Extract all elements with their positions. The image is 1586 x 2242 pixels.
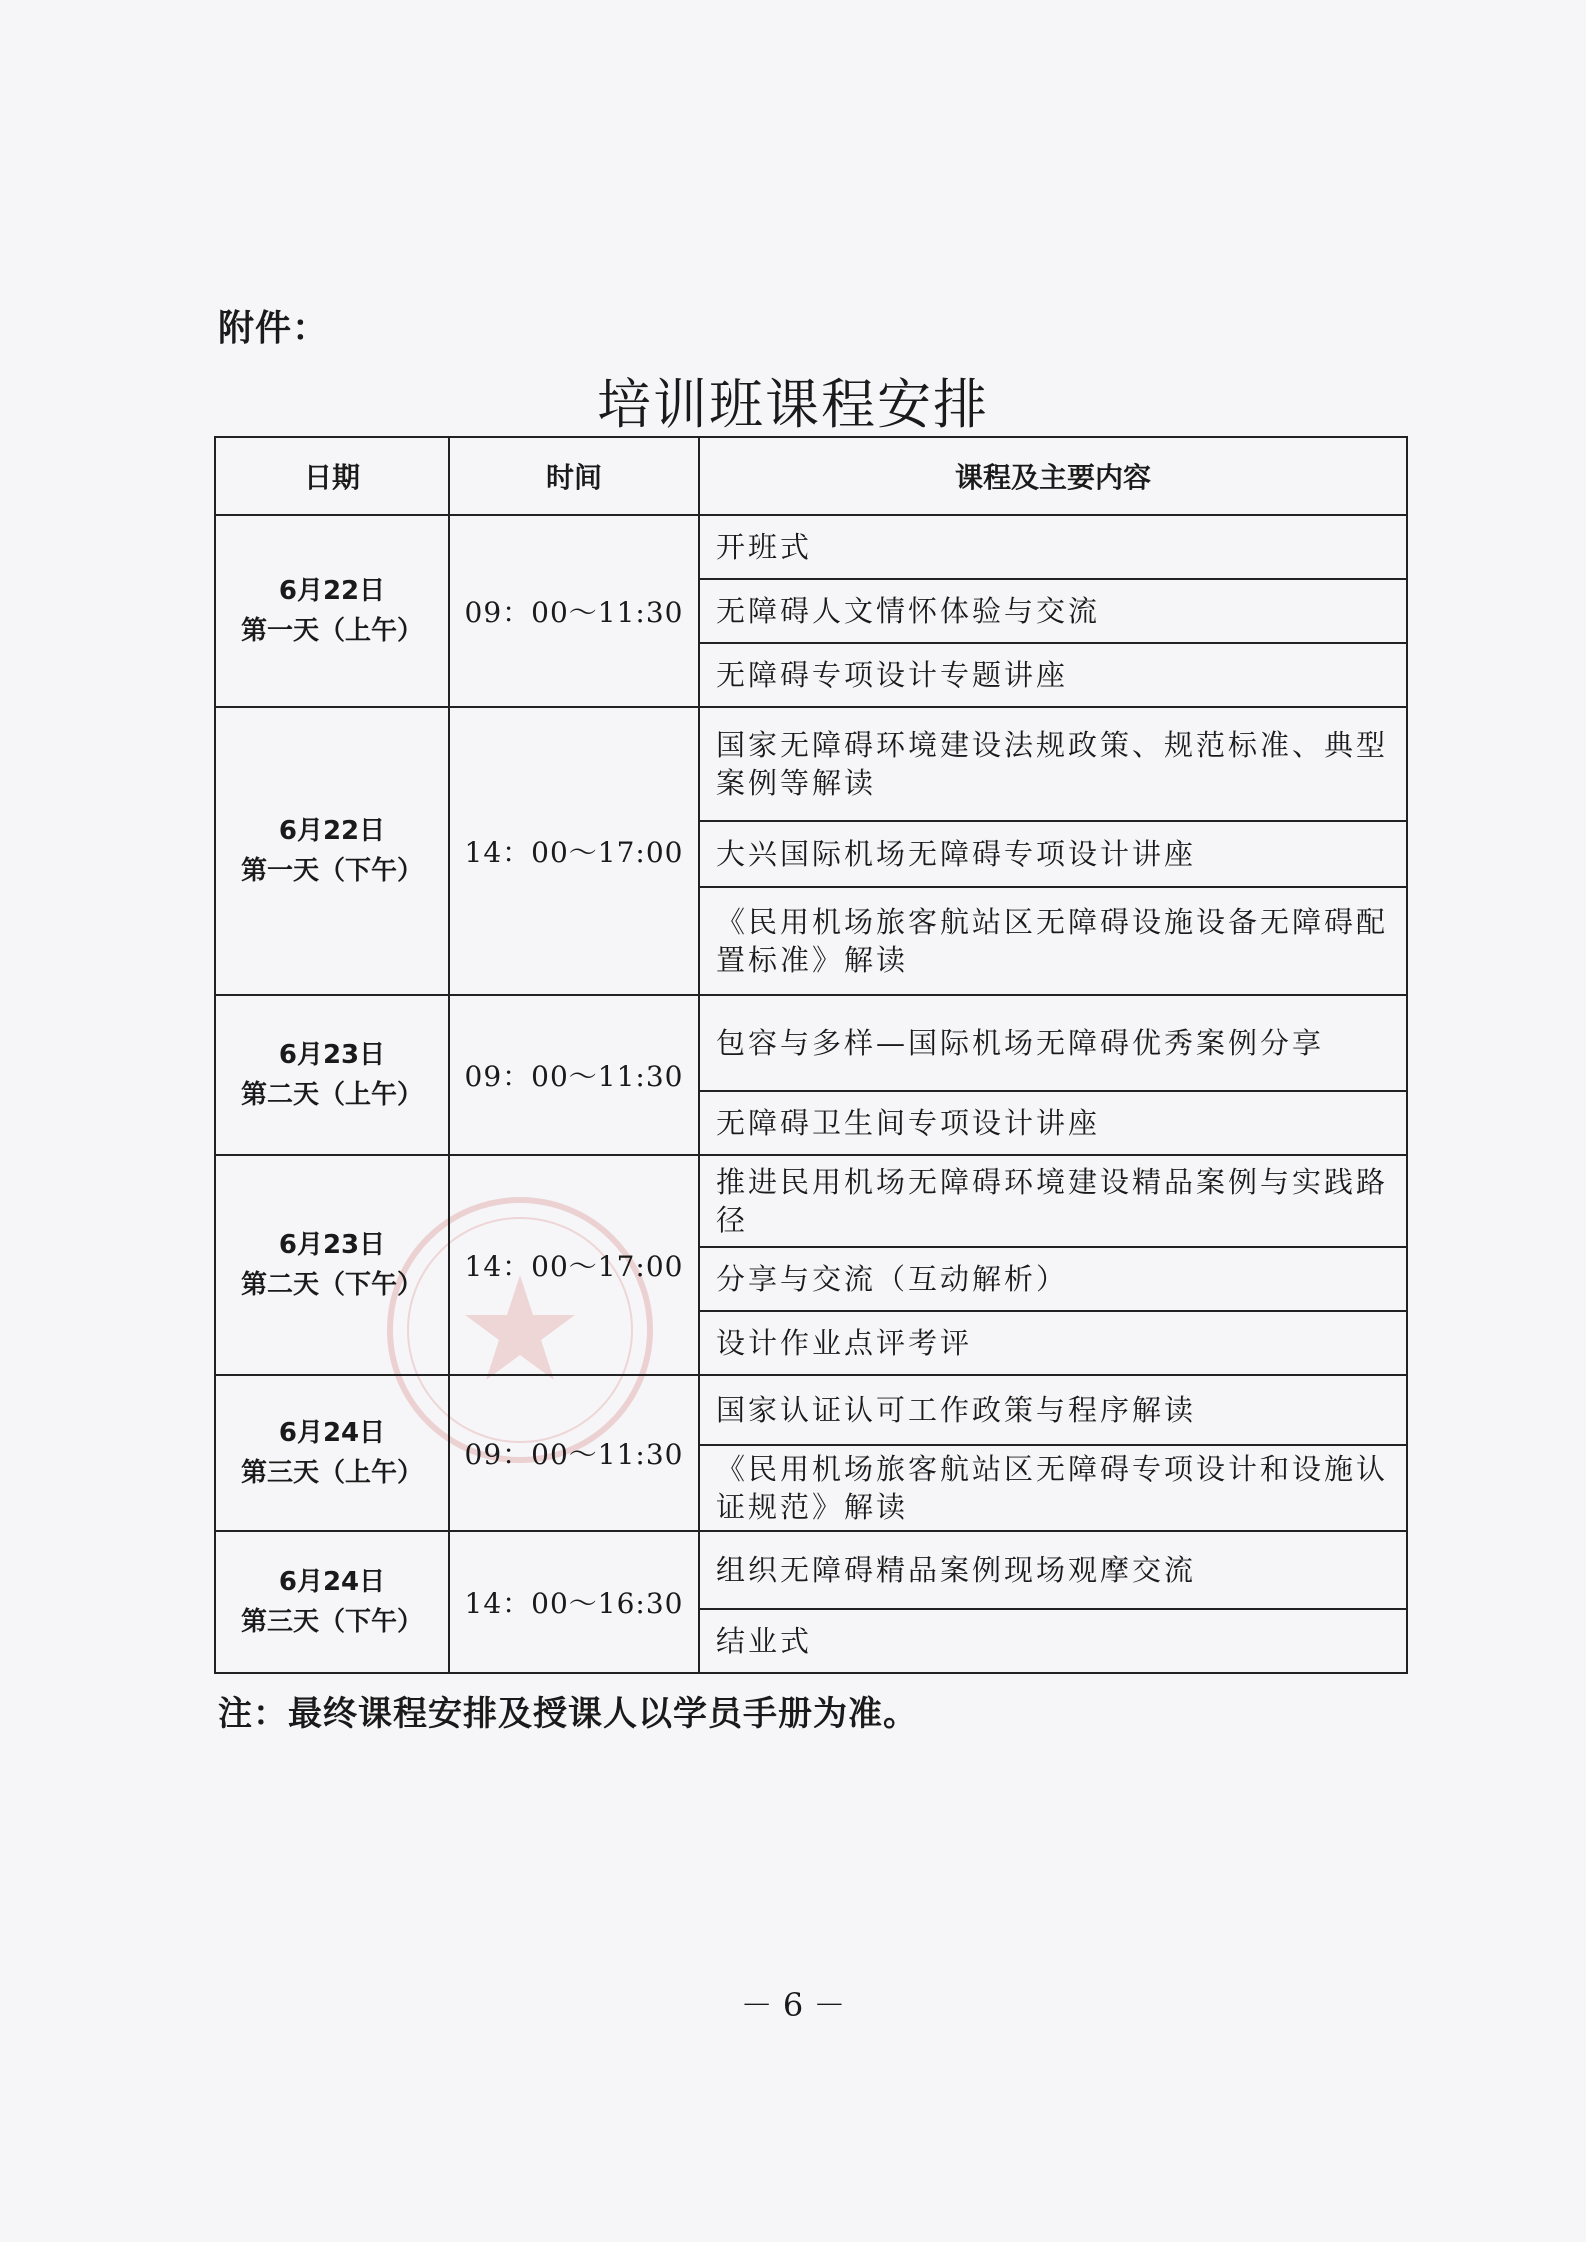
table-row — [215, 1155, 1407, 1247]
table-row — [215, 995, 1407, 1091]
session-day: 第三天（上午） — [240, 1458, 423, 1488]
session-time: 14：00～17:00 — [449, 707, 699, 995]
schedule-table — [214, 436, 1408, 1674]
session-time: 09：00～11:30 — [449, 995, 699, 1155]
page-title: 培训班课程安排 — [597, 373, 989, 436]
session-date: 6月23日 — [278, 1040, 386, 1070]
course-item: 包容与多样—国际机场无障碍优秀案例分享 — [699, 995, 1407, 1091]
course-item: 结业式 — [699, 1609, 1407, 1673]
course-item: 开班式 — [699, 515, 1407, 579]
session-date: 6月22日 — [278, 816, 386, 846]
footnote: 注：最终课程安排及授课人以学员手册为准。 — [218, 1694, 918, 1734]
page-number: － 6 － — [740, 1986, 846, 2024]
session-time: 14：00～16:30 — [449, 1531, 699, 1673]
course-item: 《民用机场旅客航站区无障碍专项设计和设施认证规范》解读 — [699, 1445, 1407, 1531]
table-row — [215, 707, 1407, 821]
course-item: 组织无障碍精品案例现场观摩交流 — [699, 1531, 1407, 1609]
table-row — [215, 515, 1407, 579]
session-day: 第二天（上午） — [240, 1080, 423, 1110]
course-item: 设计作业点评考评 — [699, 1311, 1407, 1375]
header-content: 课程及主要内容 — [699, 437, 1407, 515]
session-day: 第三天（下午） — [240, 1607, 423, 1637]
course-item: 国家无障碍环境建设法规政策、规范标准、典型案例等解读 — [699, 707, 1407, 821]
course-item: 《民用机场旅客航站区无障碍设施设备无障碍配置标准》解读 — [699, 887, 1407, 995]
session-date: 6月23日 — [278, 1230, 386, 1260]
session-date: 6月24日 — [278, 1567, 386, 1597]
session-time: 09：00～11:30 — [449, 1375, 699, 1531]
header-date: 日期 — [215, 437, 449, 515]
session-date-cell — [215, 707, 449, 995]
table-row — [215, 1531, 1407, 1609]
session-date: 6月22日 — [278, 576, 386, 606]
session-date: 6月24日 — [278, 1418, 386, 1448]
table-row — [215, 1375, 1407, 1445]
header-time: 时间 — [449, 437, 699, 515]
session-time: 09：00～11:30 — [449, 515, 699, 707]
course-item: 无障碍专项设计专题讲座 — [699, 643, 1407, 707]
course-item: 大兴国际机场无障碍专项设计讲座 — [699, 821, 1407, 887]
session-day: 第一天（下午） — [240, 856, 423, 886]
course-item: 分享与交流（互动解析） — [699, 1247, 1407, 1311]
course-item: 国家认证认可工作政策与程序解读 — [699, 1375, 1407, 1445]
attachment-label: 附件： — [218, 308, 330, 349]
session-time: 14：00～17:00 — [449, 1155, 699, 1375]
course-item: 无障碍卫生间专项设计讲座 — [699, 1091, 1407, 1155]
session-date-cell — [215, 1155, 449, 1375]
session-date-cell — [215, 995, 449, 1155]
session-date-cell — [215, 515, 449, 707]
course-item: 推进民用机场无障碍环境建设精品案例与实践路径 — [699, 1155, 1407, 1247]
course-item: 无障碍人文情怀体验与交流 — [699, 579, 1407, 643]
table-header-row — [215, 437, 1407, 515]
session-day: 第二天（下午） — [240, 1270, 423, 1300]
session-date-cell — [215, 1531, 449, 1673]
session-date-cell — [215, 1375, 449, 1531]
session-day: 第一天（上午） — [240, 616, 423, 646]
